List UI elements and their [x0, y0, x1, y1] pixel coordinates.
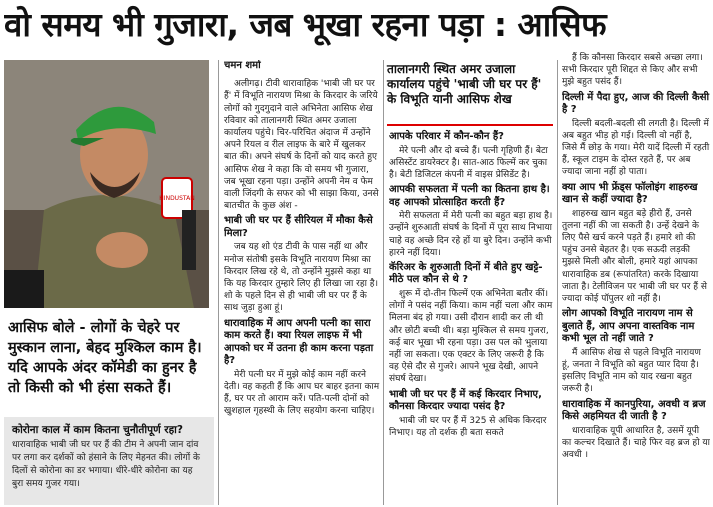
byline: चमन शर्मा	[224, 60, 261, 71]
photo-caption: आसिफ बोले - लोगों के चेहरे पर मुस्कान लाना, बेहद मुश्किल काम है। यदि आपके अंदर कॉमेडी का हुनर है तो किसी को भी हंसा सकते हैं।	[8, 320, 202, 396]
headline: वो समय भी गुजारा, जब भूखा रहना पड़ा : आसिफ	[4, 5, 607, 44]
answer: मेरी सफलता में मेरी पत्नी का बहुत बड़ा हाथ है। उन्होंने शुरुआती संघर्ष के दिनों में पूरा साथ निभाया चाहे वह अच्छे दिन रहे हों या बुरे दिन। उन्होंने कभी हारने नहीं दिया।	[389, 211, 553, 258]
answer: धारावाहिक यूपी आधारित है, उसमें यूपी का कल्चर दिखाते हैं। चाहे फिर वह ब्रज हो या अवधी ।	[562, 425, 710, 460]
corona-answer: धारावाहिक भाबी जी घर पर हैं की टीम ने अपनी जान दांव पर लगा कर दर्शकों को हंसाने के लिए मेहनत की। लोगों के दिलों से कोरोना का डर भगाया। धीरे-धीरे कोरोना का यह बुरा समय गुजर गया।	[12, 440, 200, 489]
question: क्या आप भी फ्रेंड्स फॉलोइंग शाहरुख खान से कहीं ज्यादा है?	[562, 181, 698, 206]
question: भाबी जी घर पर हैं में कई किरदार निभाए, कौनसा किरदार ज्यादा पसंद है?	[389, 388, 542, 413]
corona-box	[4, 417, 214, 505]
column-separator	[557, 60, 558, 505]
question: धारावाहिक में आप अपनी पत्नी का सारा काम करते हैं। क्या रियल लाइफ में भी आपको घर में उतना ही काम करना पड़ता है?	[224, 317, 374, 367]
corona-question: कोरोना काल में काम कितना चुनौतीपूर्ण रहा?	[12, 424, 183, 436]
answer: जब यह शो एंड टीवी के पास नहीं था और मनोज संतोषी इसके विभूति नारायण मिश्रा का किरदार लिख रहे थे, तो उन्होंने मुझसे कहा था कि यह किरदार तुम्हारे लिए ही लिखा जा रहा है। शो के पहले दिन से ही भाबी जी घर पर हैं के साथ जुड़ा हुआ हूं।	[224, 242, 378, 314]
mic-label: HINDUSTAN	[159, 195, 195, 202]
question: भाबी जी घर पर हैं सीरियल में मौका कैसे मिला?	[224, 215, 373, 239]
column-separator	[218, 60, 219, 505]
intro-paragraph: अलीगढ़। टीवी धारावाहिक 'भाबी जी घर पर हैं' में विभूति नारायण मिश्रा के किरदार के जरिये लोगों को गुदगुदाने वाले अभिनेता आसिफ शेख रविवार को तालानगरी स्थित अमर उजाला कार्यालय पहुंचे। चिर-परिचित अंदाज में उन्होंने अपने रियल व रील लाइफ के बारे में खुलकर बात की। अपने संघर्ष के दिनों को याद करते हुए आसिफ शेख ने कहा कि वो समय भी गुजारा, जब भूखा रहना पड़ा। उन्होंने अपनी नेम व फेम वाली जिंदगी के सफर को भी साझा किया, उनसे बातचीत के कुछ अंश -	[224, 79, 379, 212]
answer: मेरी पत्नी घर में मुझे कोई काम नहीं करने देती। वह कहती हैं कि आप घर बाहर इतना काम हैं, घर पर तो आराम करें। पति-पत्नी दोनों को खुशहाल गृहस्थी के लिए सहयोग करना चाहिए।	[224, 369, 380, 417]
question: लोग आपको विभूति नारायण नाम से बुलाते हैं, आप अपना वास्तविक नाम कभी भूल तो नहीं जाते ?	[562, 308, 695, 345]
pull-quote: तालानगरी स्थित अमर उजाला कार्यालय पहुंचे 'भाबी जी घर पर हैं' के विभूति यानी आसिफ शेख	[387, 60, 553, 126]
answer: मेरे पत्नी और दो बच्चे हैं। पत्नी गृहिणी हैं। बेटा असिस्टेंट डायरेक्टर है। सात-आठ फिल्में कर चुका है। बेटी डिजिटल कंपनी में वाइस प्रेसिडेंट है।	[389, 145, 548, 180]
answer: दिल्ली बदली-बदली सी लगती है। दिल्ली में अब बहुत भीड़ हो गई। दिल्ली वो नहीं है, जिसे मैं छोड़ के गया। मेरी यादें दिल्ली में रहती हैं, स्कूल टाइम के दोस्त रहते हैं, पर अब ज्यादा जाना नहीं हो पाता।	[562, 118, 710, 178]
column-3	[562, 52, 710, 505]
question: आपके परिवार में कौन-कौन हैं?	[389, 131, 504, 142]
person-illustration	[4, 60, 209, 308]
column-1	[224, 60, 380, 505]
question: दिल्ली में पैदा हुए, आज की दिल्ली कैसी है ?	[562, 91, 710, 116]
photo-asif-sheikh	[4, 60, 209, 308]
answer: शुरू में दो-तीन फिल्में एक अभिनेता बतौर कीं। लोगों ने पसंद नहीं किया। काम नहीं चला और काम मिलना बंद हो गया। उसी दौरान शादी कर ली थी और छोटी बच्ची थी। बड़ा मुश्किल से समय गुजरा, कई बार भूखा भी रहना पड़ा। उस पल को भुलाया नहीं जा सकता। एक एक्टर के लिए जरूरी है कि वह ऐसे दौर से गुजरे। आपने भूख देखी, आपने संघर्ष देखा।	[389, 288, 553, 385]
question: आपकी सफलता में पत्नी का कितना हाथ है। वह आपको प्रोत्साहित करती हैं?	[389, 184, 550, 208]
question: कॅरिअर के शुरुआती दिनों में बीते हुए खट्टे-मीठे पल कौन से थे ?	[389, 261, 543, 286]
column-separator	[383, 60, 384, 505]
answer: भाबी जी घर पर हैं में 325 से अधिक किरदार निभाए। यह तो दर्शक ही बता सकते	[389, 415, 547, 438]
answer-continued: हैं कि कौनसा किरदार सबसे अच्छा लगा। सभी किरदार पूरी शिद्दत से किए और सभी मुझे बहुत पसंद हैं।	[562, 53, 703, 88]
answer: शाहरुख खान बहुत बड़े हीरो हैं, उनसे तुलना नहीं की जा सकती है। उन्हें देखने के लिए पैसे खर्च करने पड़ते हैं। हमारे शो की पहुंच उनसे बेहतर है। एक सऊदी लड़की मुझसे मिली और बोली, हमारे यहां आपका धारावाहिक डब (रूपांतरित) करके दिखाया जाता है। टेलीविजन पर भाबी जी घर पर हैं से ज्यादा कोई पॉपुलर शो नहीं है।	[562, 208, 707, 305]
column-2	[389, 128, 553, 505]
answer: मैं आसिफ शेख से पहले विभूति नारायण हूं, जनता ने विभूति को बहुत प्यार दिया है। इसलिए विभूति नाम को याद रखना बहुत जरूरी है।	[562, 347, 701, 395]
question: धारावाहिक में कानपुरिया, अवधी व ब्रज किसे अहमियत दी जाती है ?	[562, 398, 706, 423]
